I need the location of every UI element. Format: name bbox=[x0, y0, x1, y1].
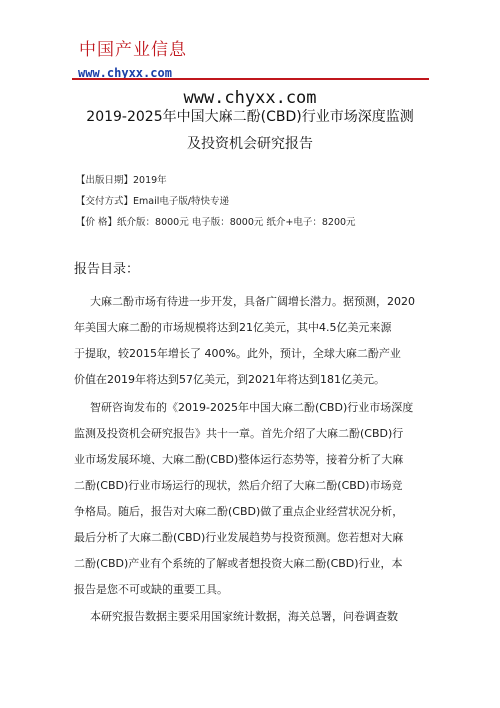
body-line: 智研咨询发布的《2019-2025年中国大麻二酚(CBD)行业市场深度 bbox=[90, 401, 414, 414]
body-line: 大麻二酚市场有待进一步开发，具备广阔增长潜力。据预测，2020 bbox=[90, 295, 415, 308]
toc-heading: 报告目录： bbox=[74, 262, 140, 277]
brand-name: 中国产业信息 bbox=[79, 40, 187, 60]
report-title-line-1: 2019-2025年中国大麻二酚(CBD)行业市场深度监测 bbox=[86, 109, 414, 125]
site-url[interactable]: www.chyxx.com bbox=[183, 88, 317, 108]
body-line: 监测及投资机会研究报告》共十一章。首先介绍了大麻二酚(CBD)行 bbox=[74, 427, 404, 440]
body-line: 二酚(CBD)产业有个系统的了解或者想投资大麻二酚(CBD)行业，本 bbox=[74, 557, 403, 570]
body-line: 报告是您不可或缺的重要工具。 bbox=[74, 583, 228, 596]
publish-date: 【出版日期】2019年 bbox=[76, 175, 167, 186]
brand-url[interactable]: www.chyxx.com bbox=[78, 66, 172, 80]
body-line: 业市场发展环境、大麻二酚(CBD)整体运行态势等，接着分析了大麻 bbox=[74, 453, 404, 466]
body-line: 二酚(CBD)行业市场运行的现状，然后介绍了大麻二酚(CBD)市场竞 bbox=[74, 479, 403, 492]
price-info: 【价 格】纸介版：8000元 电子版：8000元 纸介+电子：8200元 bbox=[76, 217, 356, 228]
body-line: 争格局。随后，报告对大麻二酚(CBD)做了重点企业经营状况分析， bbox=[74, 505, 404, 518]
delivery-method: 【交付方式】Email电子版/特快专递 bbox=[76, 196, 230, 207]
body-line: 于提取，较2015年增长了 400%。此外，预计，全球大麻二酚产业 bbox=[74, 347, 401, 360]
report-title-line-2: 及投资机会研究报告 bbox=[187, 136, 313, 152]
body-line: 最后分析了大麻二酚(CBD)行业发展趋势与投资预测。您若想对大麻 bbox=[74, 531, 404, 544]
body-line: 价值在2019年将达到57亿美元，到2021年将达到181亿美元。 bbox=[74, 373, 385, 386]
header-divider bbox=[72, 78, 429, 80]
body-line: 本研究报告数据主要采用国家统计数据，海关总署，问卷调查数 bbox=[90, 610, 398, 623]
body-line: 年美国大麻二酚的市场规模将达到21亿美元，其中4.5亿美元来源 bbox=[74, 321, 392, 334]
